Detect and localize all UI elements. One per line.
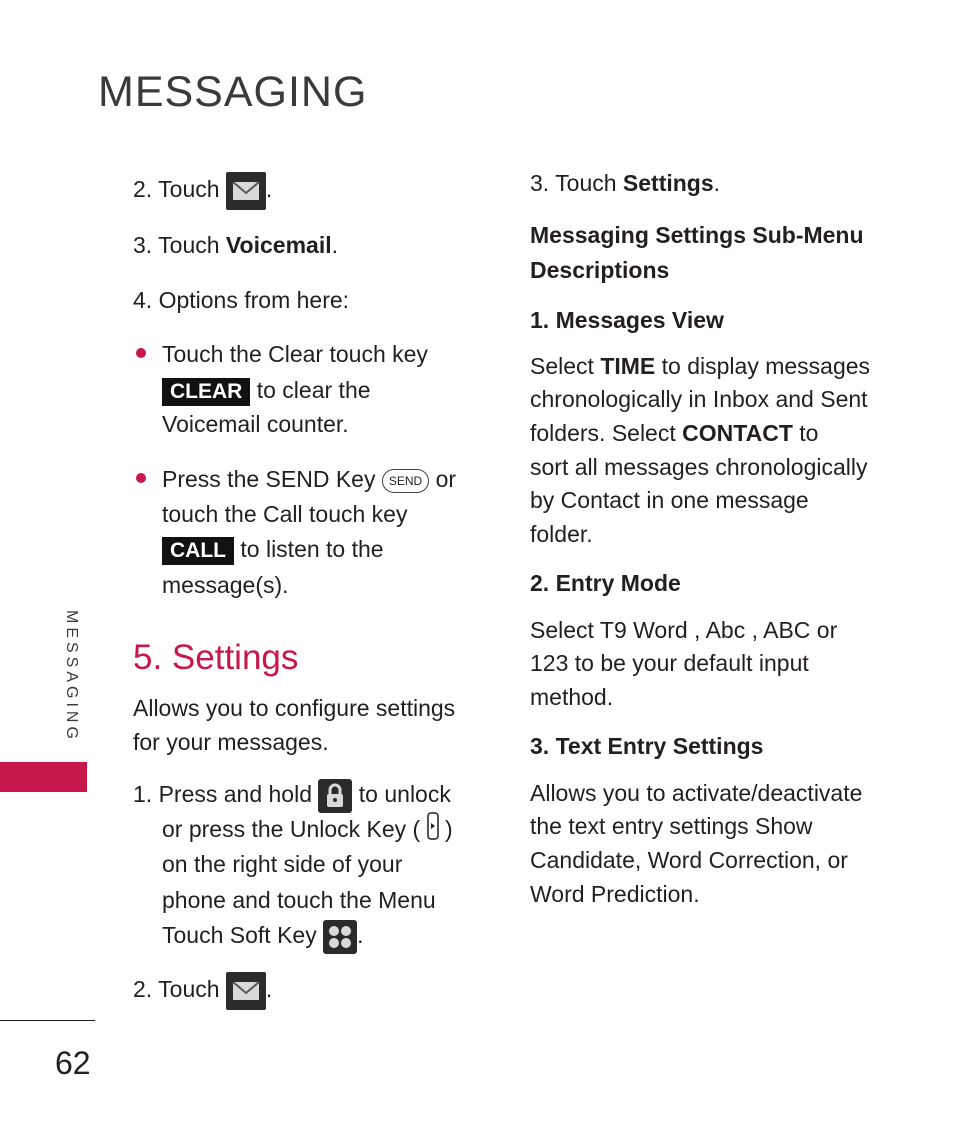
- right-step-3: [530, 166, 720, 200]
- text: to display messages: [655, 353, 871, 379]
- messages-view-line2: chronologically in Inbox and Sent: [530, 386, 868, 412]
- side-tab-label: MESSAGING: [63, 610, 80, 743]
- unlock-key-icon: [427, 812, 439, 849]
- messages-view-line3: [530, 416, 818, 450]
- text-entry-line4: Word Prediction.: [530, 881, 700, 907]
- messages-view-line6: folder.: [530, 521, 593, 547]
- bullet2-line1: [162, 462, 456, 496]
- messages-view-line5: by Contact in one message: [530, 487, 809, 513]
- envelope-icon: [226, 172, 266, 210]
- left-step-2: [133, 172, 272, 210]
- step-text: 2. Touch: [133, 176, 220, 203]
- entry-mode-line1: Select T9 Word , Abc , ABC or: [530, 617, 838, 643]
- text-entry-line1: Allows you to activate/deactivate: [530, 780, 863, 806]
- step-text-suffix: .: [265, 976, 273, 1003]
- page-title: MESSAGING: [98, 68, 368, 116]
- heading-entry-mode: 2. Entry Mode: [530, 570, 681, 596]
- bullet2-line4: message(s).: [162, 572, 289, 598]
- settings-intro-line2: for your messages.: [133, 729, 329, 755]
- bullet2-text: Press the SEND Key: [162, 466, 376, 492]
- footer-rule: [0, 1020, 95, 1021]
- step-text-suffix: .: [331, 232, 338, 258]
- page-number: 62: [55, 1045, 91, 1081]
- step-text: 2. Touch: [133, 976, 220, 1003]
- settings-label: Settings: [622, 170, 714, 196]
- text: folders. Select: [530, 420, 683, 446]
- menu-grid-icon: [323, 920, 357, 954]
- bullet1-line1: Touch the Clear touch key: [162, 341, 428, 367]
- step-text-suffix: .: [265, 176, 273, 203]
- settings-step1-line1: [133, 777, 451, 813]
- clear-key: CLEAR: [162, 378, 250, 406]
- step-text-suffix: to unlock: [358, 781, 451, 807]
- bullet2-line3-text: to listen to the: [240, 536, 384, 562]
- section-title: 5. Settings: [133, 638, 299, 677]
- lock-icon: [318, 779, 352, 813]
- entry-mode-line2: 123 to be your default input: [530, 650, 809, 676]
- voicemail-label: Voicemail: [225, 232, 332, 258]
- step-text: 3. Touch: [530, 170, 623, 196]
- settings-step2: [133, 972, 272, 1010]
- time-label: TIME: [600, 353, 656, 379]
- messages-view-line1: [530, 349, 870, 383]
- step-text-suffix: .: [713, 170, 721, 196]
- bullet1-line3: Voicemail counter.: [162, 411, 349, 437]
- step-text: or press the Unlock Key (: [162, 816, 421, 842]
- settings-step1-line4: phone and touch the Menu: [162, 887, 436, 913]
- left-step-4: 4. Options from here:: [133, 287, 350, 313]
- send-key: SEND: [382, 469, 429, 493]
- settings-intro-line1: Allows you to configure settings: [133, 695, 456, 721]
- settings-step1-line5: [162, 918, 363, 954]
- heading-text-entry-settings: 3. Text Entry Settings: [530, 733, 764, 759]
- bullet2-line2: touch the Call touch key: [162, 501, 408, 527]
- heading-messages-view: 1. Messages View: [530, 307, 724, 333]
- step-text-suffix: ): [445, 816, 453, 842]
- step-text: 3. Touch: [133, 232, 226, 258]
- text: Select: [530, 353, 601, 379]
- side-tab-marker: [0, 762, 87, 792]
- text-entry-line2: the text entry settings Show: [530, 813, 813, 839]
- text-entry-line3: Candidate, Word Correction, or: [530, 847, 848, 873]
- bullet2-text-suffix: or: [435, 466, 457, 492]
- left-step-3: [133, 228, 338, 262]
- step-text: Touch Soft Key: [162, 922, 317, 948]
- settings-step1-line3: on the right side of your: [162, 851, 403, 877]
- submenu-heading-line2: Descriptions: [530, 257, 670, 283]
- step-text-suffix: .: [357, 922, 364, 948]
- bullet1-line2: [162, 373, 371, 407]
- bullet1-line2-text: to clear the: [256, 377, 371, 403]
- settings-step1-line2: [162, 812, 453, 849]
- step-text: 1. Press and hold: [133, 781, 313, 807]
- envelope-icon: [226, 972, 266, 1010]
- messages-view-line4: sort all messages chronologically: [530, 454, 868, 480]
- text: to: [792, 420, 819, 446]
- bullet-dot: [136, 348, 146, 358]
- contact-label: CONTACT: [682, 420, 793, 446]
- call-key: CALL: [162, 537, 234, 565]
- submenu-heading-line1: Messaging Settings Sub-Menu: [530, 222, 864, 248]
- bullet2-line3: [162, 532, 384, 566]
- entry-mode-line3: method.: [530, 684, 614, 710]
- bullet-dot: [136, 473, 146, 483]
